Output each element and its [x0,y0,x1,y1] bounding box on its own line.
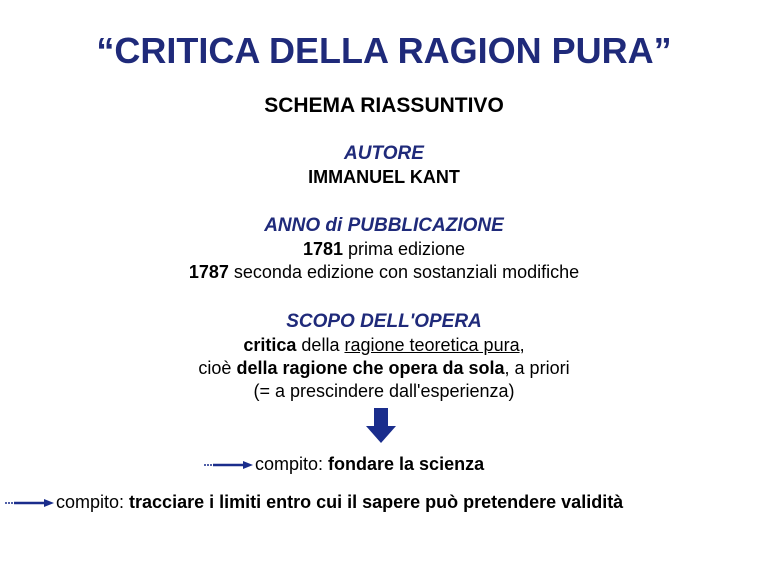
scopo-heading: SCOPO DELL'OPERA [286,311,482,332]
arrow-right-icon [203,459,253,471]
anno-year-2: 1787 [188,262,229,282]
autore-heading: AUTORE [344,143,424,164]
scopo-ragione-teoretica: ragione teoretica pura [344,335,520,355]
compito-label-2: compito: [56,492,130,512]
scopo-a-priori: , a priori [504,358,570,378]
scopo-line-1 [0,335,768,356]
anno-text-1: prima edizione [342,239,466,259]
compito-value-2: tracciare i limiti entro cui il sapere può pretendere validità [129,492,624,512]
autore-name: IMMANUEL KANT [308,167,460,187]
scopo-critica: critica [243,335,297,355]
page-title: “CRITICA DELLA RAGION PURA” [96,30,672,71]
page-subtitle: SCHEMA RIASSUNTIVO [264,94,504,117]
compito-label-1: compito: [255,454,329,474]
compito-row-1 [203,454,484,475]
scopo-ragione-sola: della ragione che opera da sola [236,358,505,378]
scopo-line-2 [0,358,768,379]
compito-row-2 [4,492,623,513]
scopo-cioe: cioè [198,358,237,378]
compito-value-1: fondare la scienza [328,454,485,474]
anno-heading: ANNO di PUBBLICAZIONE [264,215,504,236]
scopo-della: della [296,335,345,355]
scopo-comma: , [519,335,525,355]
anno-line-1 [0,239,768,260]
anno-line-2 [0,262,768,283]
arrow-down-icon [364,408,398,444]
anno-year-1: 1781 [302,239,343,259]
arrow-right-icon [4,497,54,509]
anno-text-2: seconda edizione con sostanziali modifiche [228,262,580,282]
scopo-line-3: (= a prescindere dall'esperienza) [253,381,515,401]
